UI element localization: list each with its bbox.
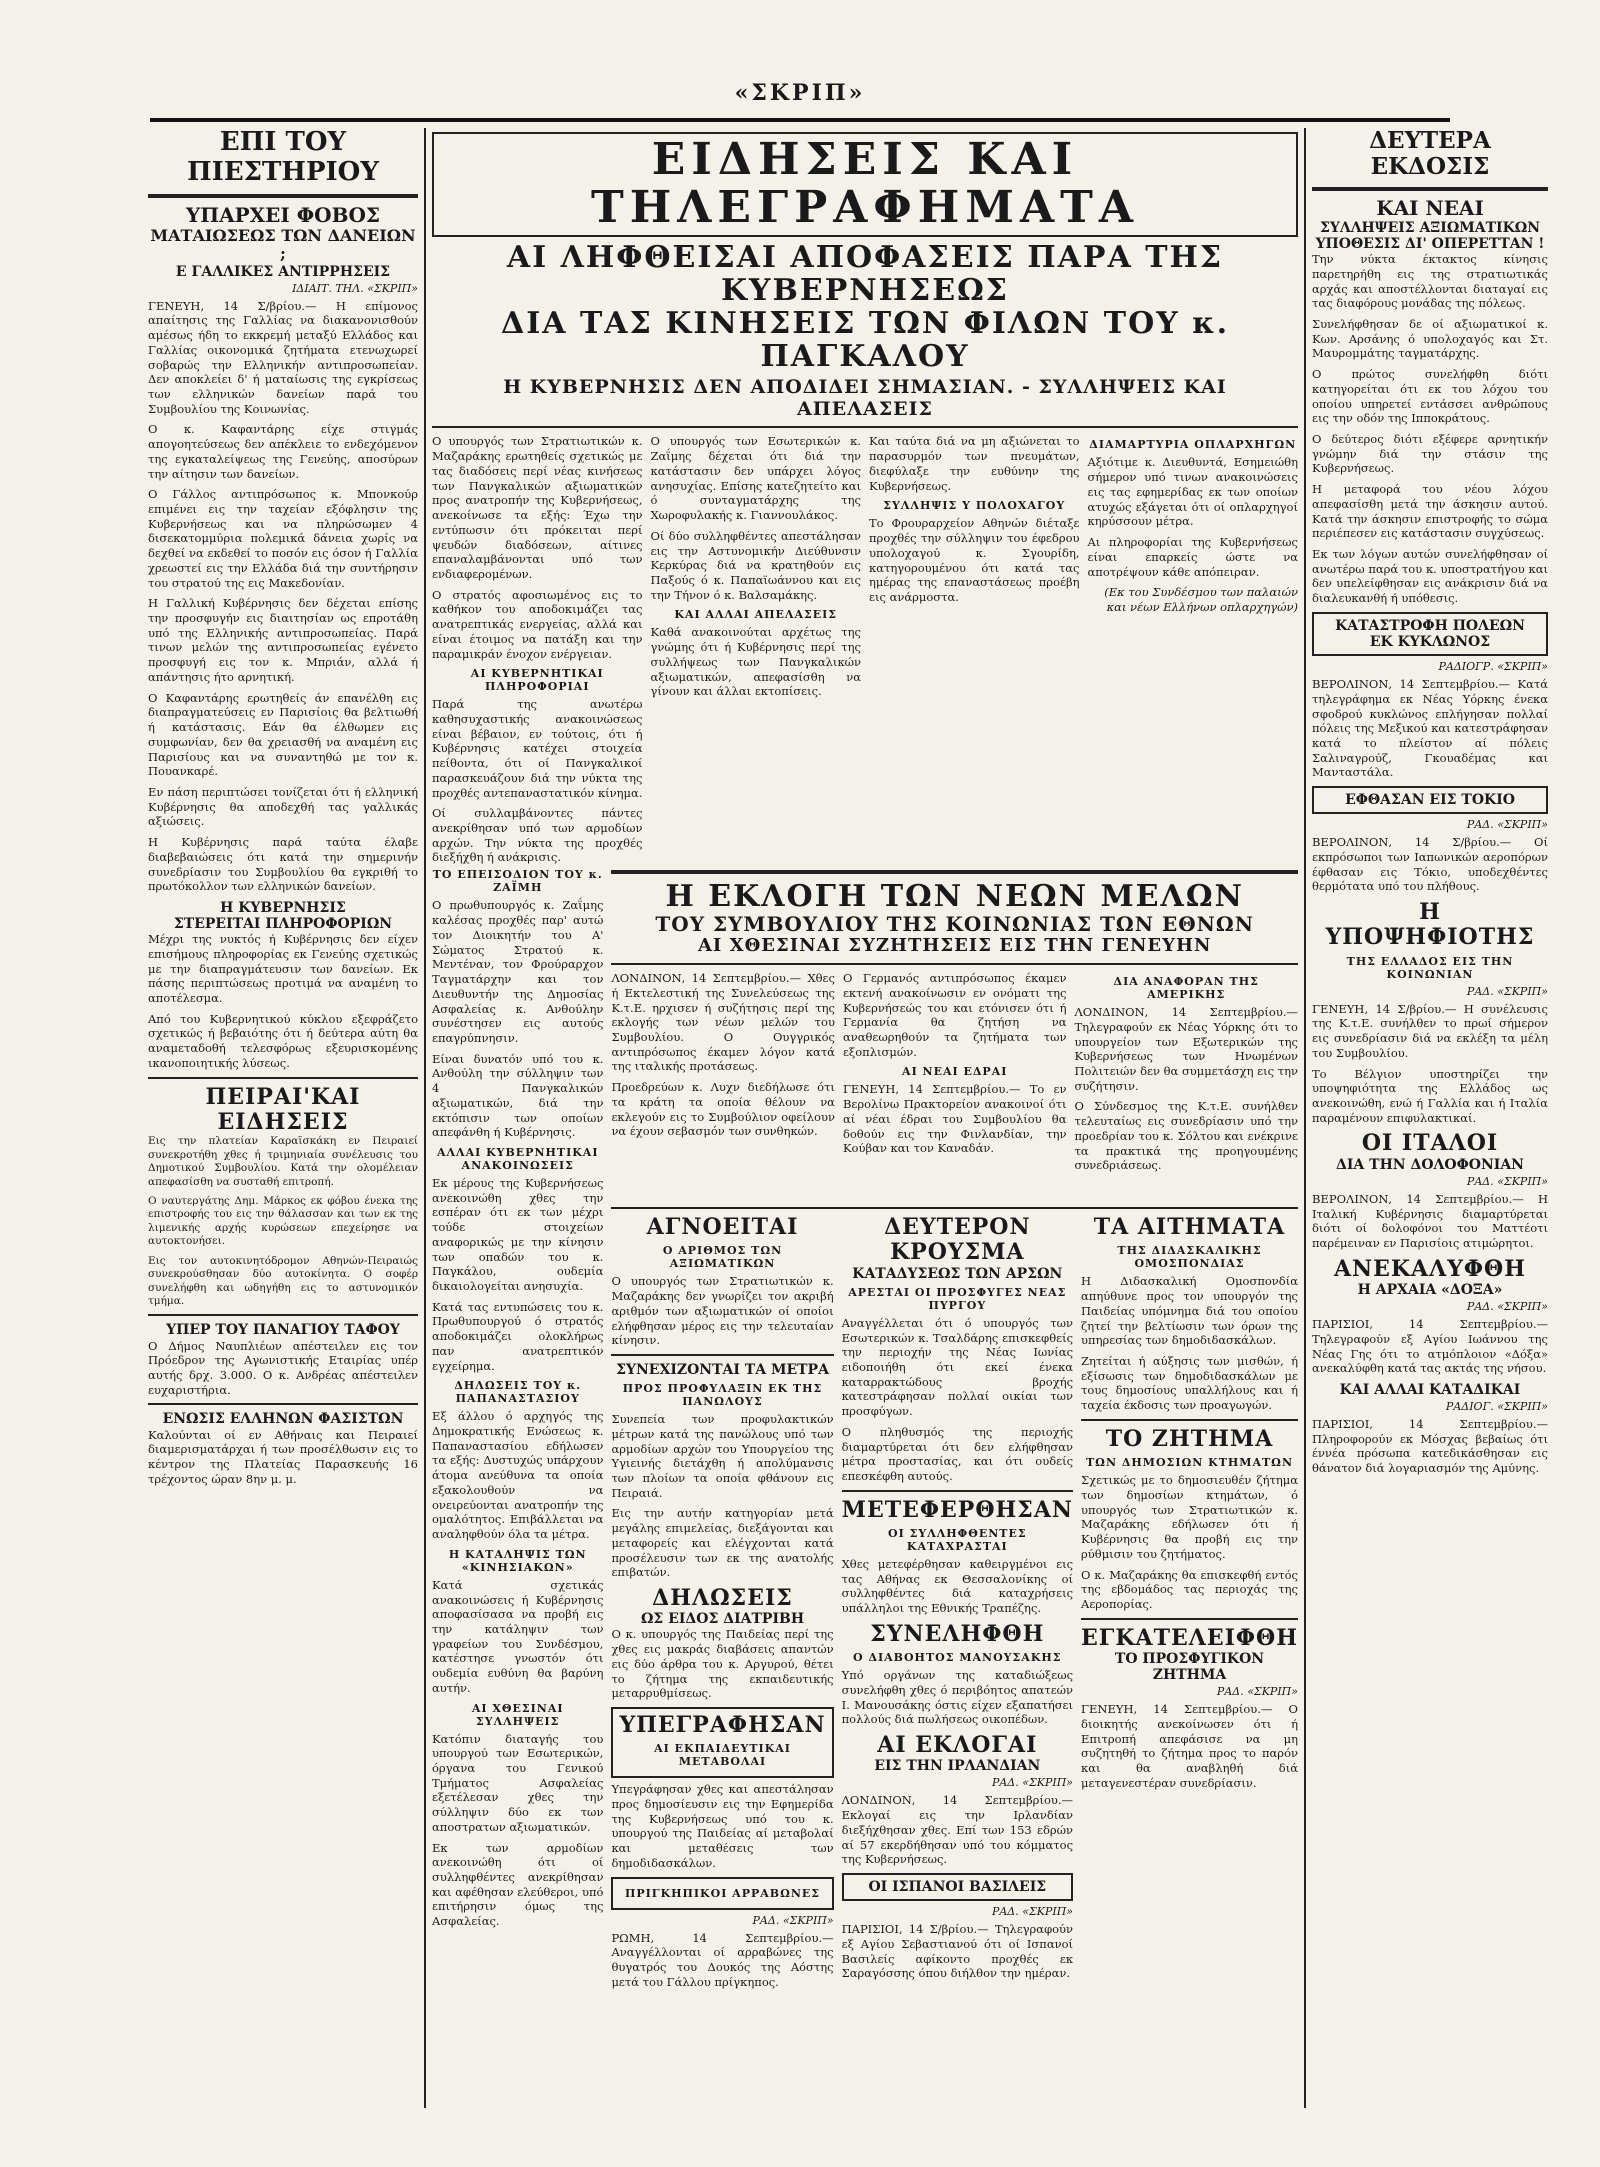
section-title: ΕΙΔΗΣΕΙΣ ΚΑΙ ΤΗΛΕΓΡΑΦΗΜΑΤΑ	[590, 134, 1140, 234]
main-subheadline: Η ΚΥΒΕΡΝΗΣΙΣ ΔΕΝ ΑΠΟΔΙΔΕΙ ΣΗΜΑΣΙΑΝ. - ΣΥΛΛΗΨΕΙΣ ΚΑΙ ΑΠΕΛΑΣΕΙΣ	[503, 375, 1227, 420]
subhead: ΚΑΙ ΑΛΛΑΙ ΑΠΕΛΑΣΕΙΣ	[674, 608, 838, 622]
paragraph: Μέχρι της νυκτός ή Κυβέρνησις δεν είχεν επισήμους πληροφορίας εκ Γενεύης σχετικώς με την διαπραγμάτευσιν των δανείων. Εκ πάσης περιπτώσεως προτιμά να αναμένη το αποτέλεσμα.	[148, 932, 418, 1006]
headline: ΔΗΛΩΣΕΙΣ	[652, 1585, 793, 1612]
headline-sub: ΔΙΑ ΤΗΝ ΔΟΛΟΦΟΝΙΑΝ	[1336, 1156, 1524, 1173]
paragraph: Ο υπουργός των Στρατιωτικών κ. Μαζαράκης ερωτηθείς σχετικώς με τας διαδόσεις περί νέας κινήσεως των Πανγκαλικών αξιωματικών προς ανατροπήν της Κυβερνήσεως, ανεκοίνωσε τα εξής: Έχω την εντύπωσιν ότι πρόκειται περί ψευδών διαδόσεων, αίτινες επαναλαμβάνονται υπό των ενδιαφερομένων.	[432, 434, 643, 581]
story-column	[1081, 1215, 1298, 2015]
top-rule	[150, 118, 1450, 122]
headline-sub: Ε ΓΑΛΛΙΚΕΣ ΑΝΤΙΡΡΗΣΕΙΣ	[175, 263, 391, 280]
paragraph: Καλούνται οί εν Αθήναις και Πειραιεί διαμερισματάρχαι ή των προσέλθωσιν εις το κέντρον της Πλατείας Παρασκευής 16 τρέχοντος ώραν 8ην μ. μ.	[148, 1427, 418, 1486]
headline: ΟΙ ΙΤΑΛΟΙ	[1361, 1130, 1499, 1157]
divider	[148, 1403, 418, 1405]
subhead: ΑΙ ΝΕΑΙ ΕΔΡΑΙ	[902, 1065, 1008, 1079]
paragraph: Οί δύο συλληφθέντες απεστάλησαν εις την Αστυνομικήν Διεύθυνσιν Κερκύρας διά να κρατηθούν εις Παξούς ό κ. Παπαϊωάννου και εις την Τήνον ό κ. Βαλσαμάκης.	[650, 528, 861, 602]
paragraph: ΓΕΝΕΥΗ, 14 Σεπτεμβρίου.— Ο διοικητής ανεκοίνωσεν ότι ή Επιτροπή απεφάσισε να μη συζητηθή το ζήτημα προς το παρόν και θα αναβληθή διά μεταγενεστέραν συνεδρίασιν.	[1081, 1702, 1298, 1790]
paragraph: Η Διδασκαλική Ομοσπονδία απηύθυνε προς τον υπουργόν της Παιδείας υπόμνημα διά του οποίου ζητεί την βελτίωσιν των όρων της υπηρεσίας των δημοδιδασκάλων.	[1081, 1274, 1298, 1348]
paragraph: Κατόπιν διαταγής του υπουργού των Εσωτερικών, όργανα του Γενικού Τμήματος Ασφαλείας εξετέλεσαν χθες την σύλληψιν δύο εκ των αποστρατων αξιωματικών.	[432, 1731, 604, 1834]
byline: ΡΑΔ. «ΣΚΡΙΠ»	[1466, 818, 1548, 832]
paragraph: Κατά σχετικάς ανακοινώσεις ή Κυβέρνησις αποφασίσασα να προβή εις την κατάληψιν των γραφείων του Συνδέσμου, κατέστησε γνωστόν ότι ουδεμία ευθύνη θα βαρύνη αυτήν.	[432, 1577, 604, 1695]
story-column	[1088, 434, 1299, 864]
paragraph: Ο Γερμανός αντιπρόσωπος έκαμεν εκτενή ανακοίνωσιν εν ονόματι της Κυβερνήσεώς του και ετόνισεν ότι ή Γερμανία θα ζητήση να αναθεωρηθούν τα ζητήματα των εξοπλισμών.	[842, 971, 1067, 1059]
divider	[148, 1077, 418, 1079]
story-columns	[432, 434, 1298, 864]
paragraph: Αι πληροφορίαι της Κυβερνήσεως είναι επαρκείς ώστε να αποτρέψουν κάθε απόπειραν.	[1087, 535, 1298, 579]
paragraph: ΒΕΡΟΛΙΝΟΝ, 14 Σεπτεμβρίου.— Η Ιταλική Κυβέρνησις διαμαρτύρεται διότι οί δολοφόνοι του Ματτέοτι παρέμειναν εν Παρισίοις ατιμώρητοι.	[1312, 1191, 1548, 1250]
story-column	[432, 864, 603, 1984]
byline: ΡΑΔ. «ΣΚΡΙΠ»	[991, 1905, 1074, 1919]
paragraph: Ο πρωθυπουργός κ. Ζαΐμης καλέσας προχθές παρ' αυτώ τον Διοικητήν του Α' Σώματος Στρατού κ. Μεντέναν, τον Φρούραρχον Ταγματάρχην και τον Διευθυντήν της Δημοσίας Ασφαλείας κ. Ανθούλην συνέστησεν εις αυτούς επαγρύπνησιν.	[432, 898, 604, 1045]
paragraph: Σχετικώς με το δημοσιευθέν ζήτημα των δημοσίων κτημάτων, ό υπουργός των Στρατιωτικών κ. Μαζαράκης εδήλωσεν ότι ή Κυβέρνησις θα προβή εις την ρύθμισιν του ζητήματος.	[1081, 1473, 1298, 1561]
headline-sub: Ο ΔΙΑΒΟΗΤΟΣ ΜΑΝΟΥΣΑΚΗΣ	[853, 1651, 1062, 1665]
boxed-headline	[611, 1877, 833, 1910]
paragraph: ΠΑΡΙΣΙΟΙ, 14 Σ/βρίου.— Τηλεγραφούν εξ Αγίου Σεβαστιανού ότι οί Ισπανοί Βασιλείς αφίκοντο προχθές εκ Σαραγόσσης όπου διήλθον την ημέραν.	[841, 1922, 1074, 1981]
subhead: ΑΙ ΧΘΕΣΙΝΑΙ ΣΥΛΛΗΨΕΙΣ	[471, 1701, 564, 1728]
headline: ΥΠΕΓΡΑΦΗΣΑΝ	[619, 1712, 826, 1739]
subhead: ΤΟ ΕΠΕΙΣΟΔΙΟΝ ΤΟΥ κ. ΖΑΪΜΗ	[432, 868, 603, 895]
paragraph: ΒΕΡΟΛΙΝΟΝ, 14 Σεπτεμβρίου.— Κατά τηλεγράφημα εκ Νέας Υόρκης ένεκα σφοδρού κυκλώνος επλήγησαν πολλαί πόλεις της Μεξικού και κατεστράφησαν κατά το πλείστον αί πόλεις Σαλιναγρούζ, Γκουαδέμας και Μανταστάλα.	[1312, 677, 1548, 780]
divider	[611, 1354, 833, 1356]
paragraph: ΓΕΝΕΥΗ, 14 Σ/βρίου.— Η συνέλευσις της Κ.τ.Ε. συνήλθεν το πρωί σήμερον εις συνεδρίασιν διά να εκλέξη τα μέλη του Συμβουλίου.	[1312, 1001, 1548, 1060]
story-column	[432, 434, 643, 864]
headline: Η ΥΠΟΨΗΦΙΟΤΗΣ	[1325, 899, 1535, 951]
paragraph: Είναι δυνατόν υπό του κ. Ανθούλη την σύλληψιν των 4 Πανγκαλικών αξιωματικών, διά την εκτόπισιν των οποίων απεφάνθη ή Κυβέρνησις.	[432, 1051, 604, 1140]
byline: ΡΑΔ. «ΣΚΡΙΠ»	[752, 1913, 834, 1927]
divider	[1081, 1618, 1298, 1620]
paragraph: Εις τον αυτοκινητόδρομον Αθηνών-Πειραιώς συνεκρούσθησαν δύο αυτοκίνητα. Ο σοφέρ συνελήφθη και ωδηγήθη εις το αστυνομικόν τμήμα.	[148, 1254, 418, 1308]
paragraph: Εκ μέρους της Κυβερνήσεως ανεκοινώθη χθες την εσπέραν ότι εκ των μέχρι τούδε στοιχείων αναφορικώς με την κίνησιν των οπαδών του κ. Παγκάλου, ουδεμία δικαιολογείται ανησυχία.	[432, 1175, 604, 1293]
divider	[611, 870, 1298, 874]
headline: ΚΑΙ ΑΛΛΑΙ ΚΑΤΑΔΙΚΑΙ	[1339, 1381, 1521, 1398]
paragraph: Ο Δήμος Ναυπλιέων απέστειλεν εις τον Πρόεδρον της Αγωνιστικής Εταιρίας υπέρ αυτής δρχ. 3.000. Ο κ. Ανδρέας απέστειλεν ευχαριστήρια.	[148, 1338, 418, 1397]
headline-sub: ΣΤΕΡΕΙΤΑΙ ΠΛΗΡΟΦΟΡΙΩΝ	[173, 916, 393, 933]
paragraph: Καθά ανακοινούται αρχέτως της γνώμης ότι ή Κυβέρνησις περί της συλλήψεως των Πανγκαλικών αξιωματικών, απεφασίσθη να γίνουν και άλλαι εκτοπίσεις.	[650, 625, 861, 699]
paragraph: Αξιότιμε κ. Διευθυντά, Εσημειώθη σήμερον υπό τινων ανακοινώσεις εις τας εφημερίδας εκ των οποίων ατυχώς εξάγεται ότι οί οπλαρχηγοί κηρύσσουν μέτρα.	[1087, 455, 1298, 529]
headline: ΣΥΝΕΛΗΦΘΗ	[870, 1620, 1045, 1647]
story-column	[869, 434, 1080, 864]
story-column	[1074, 971, 1298, 1201]
paragraph: Συνελήφθησαν δε οί αξιωματικοί κ. Κων. Αρσάνης ό υπολοχαγός και Στ. Μαυρομμάτης ταγματάρχης.	[1312, 316, 1548, 361]
paragraph: Ο ναυτεργάτης Δημ. Μάρκος εκ φόβου ένεκα της επιστροφής του εις την θάλασσαν και των εκ της λιμενικής αρχής κυρώσεων επεχείρησε να αυτοκτονήσει.	[148, 1194, 418, 1248]
paragraph: Αναγγέλλεται ότι ό υπουργός των Εσωτερικών κ. Τσαλδάρης επισκεφθείς την περιοχήν της Νέας Ιωνίας ειδοποιήθη ότι εκεί ένεκα καταρρακτώδους βροχής κατεστράφησαν πολλαί οικίαι των προσφύγων.	[841, 1315, 1074, 1419]
paragraph: ΛΟΝΔΙΝΟΝ, 14 Σεπτεμβρίου.— Εκλογαί εις την Ιρλανδίαν διεξήχθησαν χθες. Επί των 153 εδρών αί 57 εκερδήθησαν υπό του κόμματος της Κυβερνήσεως.	[841, 1793, 1074, 1867]
headline-sub: ΟΙ ΣΥΛΛΗΦΘΕΝΤΕΣ ΚΑΤΑΧΡΑΣΤΑΙ	[888, 1527, 1027, 1554]
paragraph: ΡΩΜΗ, 14 Σεπτεμβρίου.— Αναγγέλλονται οί αρραβώνες της θυγατρός του Δουκός της Αόστης μετά του Γάλλου πρίγκηπος.	[611, 1930, 834, 1989]
paragraph: Ο Καφαντάρης ερωτηθείς άν επανέλθη εις διαπραγματεύσεις εν Παρισίοις θα βελτιωθή ή κατάστασις. Εάν θα έλθωμεν εις συμφωνίαν, δεν θα χρειασθή να αναμένη εις Παρισίους και να συναντηθώ με τον κ. Πουανκαρέ.	[148, 690, 418, 779]
headline-sub: ΤΗΣ ΔΙΔΑΣΚΑΛΙΚΗΣ ΟΜΟΣΠΟΝΔΙΑΣ	[1117, 1244, 1262, 1271]
section-title: ΕΠΙ ΤΟΥ ΠΙΕΣΤΗΡΙΟΥ	[187, 127, 379, 187]
headline-sub: ΑΙ ΕΚΠΑΙΔΕΥΤΙΚΑΙ ΜΕΤΑΒΟΛΑΙ	[654, 1742, 791, 1769]
headline: ΑΙ ΕΚΛΟΓΑΙ	[877, 1732, 1038, 1759]
paragraph: Συνεπεία των προφυλακτικών μέτρων κατά της πανώλους υπό των αρμοδίων αρχών του Υπουργείου της Υγιεινής διετάχθη ή απολύμανσις των πλοίων τα οποία φθάνουν εις Πειραιά.	[611, 1412, 834, 1500]
center-section	[432, 128, 1298, 2108]
headline-sub: ΤΗΣ ΕΛΛΑΔΟΣ ΕΙΣ ΤΗΝ ΚΟΙΝΩΝΙΑΝ	[1346, 954, 1514, 981]
paragraph: Ο στρατός αφοσιωμένος εις το καθήκον του αποδοκιμάζει τας ανατρεπτικάς ενεργείας, αλλά και είναι έτοιμος να πατάξη και την παραμικράν ένοχον ενέργειαν.	[432, 587, 643, 661]
headline: ΠΡΙΓΚΗΠΙΚΟΙ ΑΡΡΑΒΩΝΕΣ	[624, 1886, 821, 1900]
masthead: «ΣΚΡΙΠ»	[734, 80, 866, 106]
byline: ΙΔΙΑΙΤ. ΤΗΛ. «ΣΚΡΙΠ»	[292, 281, 418, 295]
paragraph: Ζητείται ή αύξησις των μισθών, ή εξίσωσις των δημοδιδασκάλων με τους δημοσίους υπαλλήλους και ή ταχεία έκδοσις των προαγωγών.	[1081, 1354, 1298, 1413]
paragraph: Παρά της ανωτέρω καθησυχαστικής ανακοινώσεως είναι βέβαιον, εν τούτοις, ότι ή Κυβέρνησις κατέχει στοιχεία πείθοντα, ότι οί Πανγκαλικοί παρασκευάζουν διά την νύκτα της προχθές αντεπαναστατικόν κίνημα.	[432, 697, 643, 800]
headline: ΚΑΙ ΝΕΑΙ	[1376, 195, 1484, 220]
byline: ΡΑΔ. «ΣΚΡΙΠ»	[991, 1776, 1074, 1790]
right-column	[1312, 128, 1548, 2108]
paragraph: Και ταύτα διά να μη αξιώνεται το παρασυρμόν των πνευμάτων, διεφύλαξε την ευθύνην της Κυβερνήσεως.	[869, 434, 1080, 493]
paragraph: Ο κ. υπουργός της Παιδείας περί της χθες εις μακράς διαβάσεις απαντών εις δύο άρθρα του κ. Αργυρού, θέτει το ζήτημα της εκπαιδευτικής μεταρρυθμίσεως.	[611, 1627, 834, 1701]
paragraph: ΓΕΝΕΥΗ, 14 Σεπτεμβρίου.— Το εν Βερολίνω Πρακτορείον ανακοινοί ότι αί νέαι έδραι του Συμβουλίου θα δοθούν εις την Φινλανδίαν, την Κούβαν και τον Καναδάν.	[842, 1082, 1067, 1156]
paragraph: Εν πάση περιπτώσει τονίζεται ότι ή ελληνική Κυβέρνησις θα αποδεχθή τας γαλλικάς αξιώσεις.	[148, 784, 418, 829]
signature: (Εκ του Συνδέσμου των παλαιών και νέων Ελλήνων οπλαρχηγών)	[1104, 585, 1298, 614]
subhead: ΔΙΑ ΑΝΑΦΟΡΑΝ ΤΗΣ ΑΜΕΡΙΚΗΣ	[1113, 975, 1259, 1002]
main-headline: ΑΙ ΛΗΦΘΕΙΣΑΙ ΑΠΟΦΑΣΕΙΣ ΠΑΡΑ ΤΗΣ ΚΥΒΕΡΝΗΣΕΩΣ	[506, 239, 1224, 308]
paragraph: Η Κυβέρνησις παρά ταύτα έλαβε διαβεβαιώσεις ότι κατά την σημερινήν συνεδρίασιν του Συμβουλίου θα εγκριθή το πρωτόκολλον των ελληνικών δανείων.	[148, 835, 418, 894]
paragraph: ΛΟΝΔΙΝΟΝ, 14 Σεπτεμβρίου.— Τηλεγραφούν εκ Νέας Υόρκης ότι το υπουργείον των Εξωτερικών της Κυβερνήσεως των Ηνωμένων Πολιτειών δεν θα συμμετάσχη εις την συζήτησιν.	[1074, 1005, 1298, 1093]
title-box	[432, 132, 1298, 237]
paragraph: Υπεγράφησαν χθες και απεστάλησαν προς δημοσίευσιν εις την Εφημερίδα της Κυβερνήσεως υπό του κ. υπουργού της Παιδείας αί μεταβολαί και μεταθέσεις των δημοδιδασκάλων.	[611, 1782, 834, 1870]
paragraph: Υπό οργάνων της καταδιώξεως συνελήφθη χθες ό περιβόητος απατεών Ι. Μανουσάκης όστις είχεν εξαπατήσει πολλούς διά πωλήσεως οικοπέδων.	[841, 1668, 1074, 1727]
subhead: ΔΗΛΩΣΕΙΣ ΤΟΥ κ. ΠΑΠΑΝΑΣΤΑΣΙΟΥ	[454, 1379, 582, 1406]
headline-sub: ΚΑΤΑΔΥΣΕΩΣ ΤΩΝ ΑΡΣΩΝ	[852, 1265, 1063, 1282]
headline: ΑΝΕΚΑΛΥΦΘΗ	[1333, 1255, 1527, 1282]
paragraph: Ο πληθυσμός της περιοχής διαμαρτύρεται ότι δεν ελήφθησαν μέτρα προστασίας, και ότι ουδείς επεσκέφθη αυτούς.	[841, 1424, 1074, 1484]
story-column	[611, 971, 835, 1201]
headline: ΥΠΑΡΧΕΙ ΦΟΒΟΣ	[185, 202, 381, 227]
headline-sub: Η ΑΡΧΑΙΑ «ΔΟΞΑ»	[1357, 1281, 1503, 1298]
headline: ΚΑΤΑΣΤΡΟΦΗ ΠΟΛΕΩΝ	[1335, 617, 1525, 634]
section-title: ΔΕΥΤΕΡΑ ΕΚΔΟΣΙΣ	[1369, 127, 1491, 181]
story-column	[842, 1215, 1073, 2015]
divider	[148, 194, 418, 198]
byline: ΡΑΔ. «ΣΚΡΙΠ»	[1466, 984, 1548, 998]
headline-sub: ΕΙΣ ΤΗΝ ΙΡΛΑΝΔΙΑΝ	[874, 1758, 1041, 1775]
paragraph: Ο Γάλλος αντιπρόσωπος κ. Μπονκούρ επιμένει εις την ταχείαν εξόφλησιν της Κυβερνήσεως και να πληρώσωμεν 4 δισεκατομμύρια πολεμικά δάνεια χωρίς να δεχθεί να εκδεθεί το ποσόν εις όσον ή Γαλλία χρεωστεί εις την Ελλάδα διά την συντήρησιν του στρατού της εις Μακεδονίαν.	[148, 487, 418, 590]
headline-sub: ΑΡΕΣΤΑΙ ΟΙ ΠΡΟΣΦΥΓΕΣ ΝΕΑΣ ΠΥΡΓΟΥ	[848, 1285, 1067, 1312]
lower-center	[432, 864, 1298, 1989]
headline: ΠΕΙΡΑΙ'ΚΑΙ ΕΙΔΗΣΕΙΣ	[205, 1083, 361, 1135]
story-column	[843, 971, 1067, 1201]
headline: ΕΓΚΑΤΕΛΕΙΦΘΗ	[1081, 1624, 1298, 1651]
boxed-headline	[1312, 786, 1548, 814]
divider	[148, 1314, 418, 1316]
paragraph: Εξ άλλου ό αρχηγός της Δημοκρατικής Ενώσεως κ. Παπαναστασίου εδήλωσεν τα εξής: Δυστυχώς υπάρχουν άτομα ανεύθυνα τα οποία εξακολουθούν να ονειρεύονται ανατροπήν της ομαλότητος. Επιβάλλεται να αναληφθούν όλα τα μέτρα.	[432, 1409, 604, 1542]
paragraph: Εκ των λόγων αυτών συνελήφθησαν οί ανωτέρω παρά του κ. υποστρατήγου και δεν υπελείφθησαν εις ανάκρισιν διά να διαλευκανθή ή υπόθεσις.	[1312, 547, 1548, 606]
subhead: Η ΚΑΤΑΛΗΨΙΣ ΤΩΝ «ΚΙΝΗΣΙΑΚΩΝ»	[448, 1547, 587, 1574]
paragraph: Ο υπουργός των Εσωτερικών κ. Ζαΐμης δέχεται ότι διά την κατάστασιν δεν υπάρχει λόγος ανησυχίας. Επίσης κατεζητείτο και ό συνταγματάρχης της Χωροφυλακής κ. Γιαννουλάκος.	[650, 434, 861, 523]
headline-sub: ΤΟΥ ΣΥΜΒΟΥΛΙΟΥ ΤΗΣ ΚΟΙΝΩΝΙΑΣ ΤΩΝ ΕΘΝΩΝ	[655, 912, 1255, 937]
paragraph: Κατά τας εντυπώσεις του κ. Πρωθυπουργού ό στρατός αποδοκιμάζει ολοκλήρως παν ανατρεπτικόν εγχείρημα.	[432, 1299, 604, 1373]
paragraph: ΠΑΡΙΣΙΟΙ, 14 Σεπτεμβρίου.— Πληροφορούν εκ Μόσχας βεβαίως ότι έννέα πρόσωπα κατεδικάσθησαν εις θάνατον διά λογαριασμόν της Αμύνης.	[1312, 1417, 1548, 1476]
headline-sub: ΣΥΛΛΗΨΕΙΣ ΑΞΙΩΜΑΤΙΚΩΝ	[1319, 219, 1541, 236]
paragraph: Εκ των αρμοδίων ανεκοινώθη ότι οί συλληφθέντες ανεκρίθησαν και αφέθησαν ελεύθεροι, υπό επιτήρησιν όμως της Ασφαλείας.	[432, 1840, 604, 1929]
left-column	[148, 128, 418, 2108]
subhead: ΣΥΛΛΗΨΙΣ Υ ΠΟΛΟΧΑΓΟΥ	[883, 499, 1066, 513]
divider	[1312, 187, 1548, 191]
headline-sub: ΑΙ ΧΘΕΣΙΝΑΙ ΣΥΖΗΤΗΣΕΙΣ ΕΙΣ ΤΗΝ ΓΕΝΕΥΗΝ	[697, 935, 1212, 957]
paragraph: ΠΑΡΙΣΙΟΙ, 14 Σεπτεμβρίου.— Τηλεγραφούν εξ Αγίου Ιωάννου της Νέας Γης ότι το ατμόπλοιον «Δόξα» ανεκαλύφθη κατά τας ακτάς της νήσου.	[1312, 1317, 1548, 1376]
subhead: ΔΙΑΜΑΡΤΥΡΙΑ ΟΠΛΑΡΧΗΓΩΝ	[1089, 438, 1297, 452]
divider	[611, 963, 1298, 965]
paragraph: Το Φρουραρχείον Αθηνών διέταξε προχθές την σύλληψιν του έφεδρου υπολοχαγού κ. Σγουρίδη, κατηγορουμένου ότι κατά τας ημέρας της επαναστάσεως προέβη εις ανάρμοστα.	[869, 516, 1080, 604]
paragraph: ΓΕΝΕΥΗ, 14 Σ/βρίου.— Η επίμονος απαίτησις της Γαλλίας να διακανονισθούν αμέσως ήδη το εκκρεμή μεταξύ Ελλάδος και Γαλλίας οικονομικά ζητήματα ετενωχωρεί σοβαρώς την Ελληνικήν αντιπροσωπείαν. Δεν αποκλείει δ' ή ματαίωσις της εγκρίσεως των ελληνικών δανείων παρά του Συμβουλίου της Κοινωνίας.	[148, 298, 418, 416]
headline-sub: ΜΑΤΑΙΩΣΕΩΣ ΤΩΝ ΔΑΝΕΙΩΝ ;	[150, 225, 416, 264]
story-columns	[611, 971, 1298, 1201]
byline: ΡΑΔΙΟΓΡ. «ΣΚΡΙΠ»	[1438, 660, 1548, 674]
paragraph: ΒΕΡΟΛΙΝΟΝ, 14 Σ/βρίου.— Οί εκπρόσωποι των Ιαπωνικών αεροπόρων έφθασαν εις Τόκιο, υποδεχθέντες θερμότατα υπό του πλήθους.	[1312, 835, 1548, 894]
paragraph: ΛΟΝΔΙΝΟΝ, 14 Σεπτεμβρίου.— Χθες ή Εκτελεστική της Συνελεύσεως της Κ.τ.Ε. ηρχισεν ή συζήτησις περί της εκλογής των νέων μελών του Συμβουλίου. Ο Ουγγρικός αντιπρόσωπος έκαμεν λόγον κατά της ιταλικής προτάσεως.	[611, 971, 835, 1074]
headline-sub: ΤΟ ΠΡΟΣΦΥΓΙΚΟΝ ΖΗΤΗΜΑ	[1114, 1650, 1265, 1684]
headline: ΜΕΤΕΦΕΡΘΗΣΑΝ	[841, 1496, 1074, 1523]
headline: Η ΕΚΛΟΓΗ ΤΩΝ ΝΕΩΝ ΜΕΛΩΝ	[665, 879, 1244, 915]
main-headline: ΔΙΑ ΤΑΣ ΚΙΝΗΣΕΙΣ ΤΩΝ ΦΙΛΩΝ ΤΟΥ κ. ΠΑΓΚΑΛΟΥ	[500, 305, 1230, 374]
paragraph: Ο πρώτος συνελήφθη διότι κατηγορείται ότι εκ του λόχου του οποίου υπηρετεί εντάσσει ανθρώπους εις την οδόν της Ιπποκράτους.	[1312, 367, 1548, 426]
byline: ΡΑΔ. «ΣΚΡΙΠ»	[1466, 1174, 1548, 1188]
paragraph: Ο δεύτερος διότι εξέφερε αρνητικήν γνώμην διά την στάσιν της Κυβερνήσεως.	[1312, 431, 1548, 476]
headline: ΤΟ ΖΗΤΗΜΑ	[1105, 1425, 1274, 1452]
paragraph: Η Γαλλική Κυβέρνησις δεν δέχεται επίσης την προσφυγήν εις διαιτησίαν ως επροτάθη υπό της Ελληνικής αντιπροσωπείας. Παρά τινων μελών της αντιπροσωπείας εγένετο προσφυγή εις τον κ. Μπριάν, αλλά ή απάντησις ήτο αρνητική.	[148, 596, 418, 684]
headline: ΑΓΝΟΕΙΤΑΙ	[646, 1214, 799, 1241]
headline: ΤΑ ΑΙΤΗΜΑΤΑ	[1093, 1214, 1286, 1241]
headline-sub: ΕΚ ΚΥΚΛΩΝΟΣ	[1369, 633, 1491, 650]
paragraph: Ο κ. Μαζαράκης θα επισκεφθή εντός της εβδομάδος τας περιοχάς της Αεροπορίας.	[1081, 1567, 1298, 1611]
subhead: ΑΛΛΑΙ ΚΥΒΕΡΝΗΤΙΚΑΙ ΑΝΑΚΟΙΝΩΣΕΙΣ	[436, 1145, 599, 1172]
paragraph: Προεδρεύων κ. Λυχν διεδήλωσε ότι τα κράτη τα οποία θέλουν να εκλεγούν εις το Συμβούλιον οφείλουν να έχουν σεβασμόν των συνθηκών.	[611, 1080, 835, 1139]
paragraph: Εις την αυτήν κατηγορίαν μετά μεγάλης επιμελείας, διεξάγονται και μεταφορείς και ελέγχονται κατά προσέλευσιν των εκ της ανατολής επιβατών.	[611, 1506, 834, 1580]
paragraph: Χθες μετεφέρθησαν καθειργμένοι εις τας Αθήνας εκ Θεσσαλονίκης οί συλληφθέντες διά καταχρήσεις υπάλληλοι της Εθνικής Τραπέζης.	[841, 1557, 1074, 1616]
headline: ΟΙ ΙΣΠΑΝΟΙ ΒΑΣΙΛΕΙΣ	[868, 1879, 1047, 1896]
byline: ΡΑΔ. «ΣΚΡΙΠ»	[1216, 1685, 1298, 1699]
paragraph: Οί συλλαμβάνοντες πάντες ανεκρίθησαν υπό των αρμοδίων αρχών. Την νύκτα της προχθές διεξήχθη ή ανάκρισις.	[432, 806, 643, 865]
divider	[842, 1490, 1073, 1492]
divider	[432, 426, 1298, 428]
subhead: ΑΙ ΚΥΒΕΡΝΗΤΙΚΑΙ ΠΛΗΡΟΦΟΡΙΑΙ	[470, 667, 604, 694]
column-rule	[424, 128, 426, 2108]
story-column	[651, 434, 862, 864]
headline-sub: ΥΠΟΘΕΣΙΣ ΔΙ' ΟΠΕΡΕΤΤΑΝ !	[1315, 235, 1545, 252]
boxed-headline	[611, 1707, 833, 1778]
story-column	[611, 1215, 833, 2015]
headline-sub: ΠΡΟΣ ΠΡΟΦΥΛΑΞΙΝ ΕΚ ΤΗΣ ΠΑΝΩΛΟΥΣ	[622, 1382, 823, 1409]
paragraph: Την νύκτα έκτακτος κίνησις παρετηρήθη εις της στρατιωτικάς αρχάς και αποστέλλονται διαταγαί εις τας διαφόρους μονάδας της πόλεως.	[1312, 252, 1548, 311]
column-rule	[1304, 128, 1306, 2108]
paragraph: Ο κ. Καφαντάρης είχε στιγμάς απογοητεύσεως δεν απέκλειε το ενδεχόμενον της εγκαταλείψεως της Γενεύης, αποσύρων την αίτησιν των δανείων.	[148, 422, 418, 481]
headline-sub: ΤΩΝ ΔΗΜΟΣΙΩΝ ΚΤΗΜΑΤΩΝ	[1086, 1456, 1294, 1470]
byline: ΡΑΔ. «ΣΚΡΙΠ»	[1466, 1300, 1548, 1314]
divider	[611, 1207, 1298, 1209]
boxed-headline	[1312, 612, 1548, 656]
paragraph: Το Βέλγιον υποστηρίζει την υποψηφιότητα της Ελλάδος ως ανεκοινώθη, ενώ ή Γαλλία και ή Ιταλία παραμένουν επιφυλακτικαί.	[1312, 1066, 1548, 1125]
paragraph: Η μεταφορά του νέου λόχου απεφασίσθη μετά την άσκησιν αυτού. Κατά την άσκησιν επιστροφής το σώμα περιέπεσεν εις κατάστασιν συγχύσεως.	[1312, 482, 1548, 541]
byline: ΡΑΔΙΟΓ. «ΣΚΡΙΠ»	[1445, 1400, 1548, 1414]
headline-sub: ΩΣ ΕΙΔΟΣ ΔΙΑΤΡΙΒΗ	[640, 1611, 805, 1628]
headline: ΕΦΘΑΣΑΝ ΕΙΣ ΤΟΚΙΟ	[1345, 792, 1515, 809]
league-story	[611, 864, 1298, 1989]
headline: ΣΥΝΕΧΙΖΟΝΤΑΙ ΤΑ ΜΕΤΡΑ	[616, 1362, 829, 1379]
headline: ΔΕΥΤΕΡΟΝ ΚΡΟΥΣΜΑ	[884, 1214, 1031, 1266]
paragraph: Ο Σύνδεσμος της Κ.τ.Ε. συνήλθεν τελευταίως εις συνεδρίασιν υπό την προεδρίαν του κ. Σόλτου και ενέκρινε τα πρακτικά της προηγουμένης συνεδριάσεως.	[1074, 1099, 1298, 1173]
paragraph: Ο υπουργός των Στρατιωτικών κ. Μαζαράκης δεν γνωρίζει τον ακριβή αριθμόν των αξιωματικών οί οποίοι ελήφθησαν μέρος εις την τελευταίαν κίνησιν.	[611, 1274, 834, 1348]
divider	[1081, 1419, 1298, 1421]
paragraph: Από του Κυβερνητικού κύκλου εξεφράζετο σχετικώς ή βεβαιότης ότι ή δεύτερα αύτη θα αναμεταδοθή τελεσφόρως εξευρισκομένης ικανοποιητικής λύσεως.	[148, 1011, 418, 1070]
headline: ΕΝΩΣΙΣ ΕΛΛΗΝΩΝ ΦΑΣΙΣΤΩΝ	[162, 1411, 404, 1428]
boxed-headline	[842, 1873, 1073, 1901]
lower-stories	[611, 1215, 1298, 2015]
paragraph: Εις την πλατείαν Καραϊσκάκη εν Πειραιεί συνεκροτήθη χθες ή τριμηνιαία συνέλευσις του Δημοτικού Συμβουλίου. Κατά την ολομέλειαν απεφασίσθη να συσταθή επιτροπή.	[148, 1135, 418, 1188]
headline: Η ΚΥΒΕΡΝΗΣΙΣ	[220, 899, 346, 916]
headline: ΥΠΕΡ ΤΟΥ ΠΑΝΑΓΙΟΥ ΤΑΦΟΥ	[166, 1322, 400, 1339]
headline-sub: Ο ΑΡΙΘΜΟΣ ΤΩΝ ΑΞΙΩΜΑΤΙΚΩΝ	[662, 1244, 783, 1271]
